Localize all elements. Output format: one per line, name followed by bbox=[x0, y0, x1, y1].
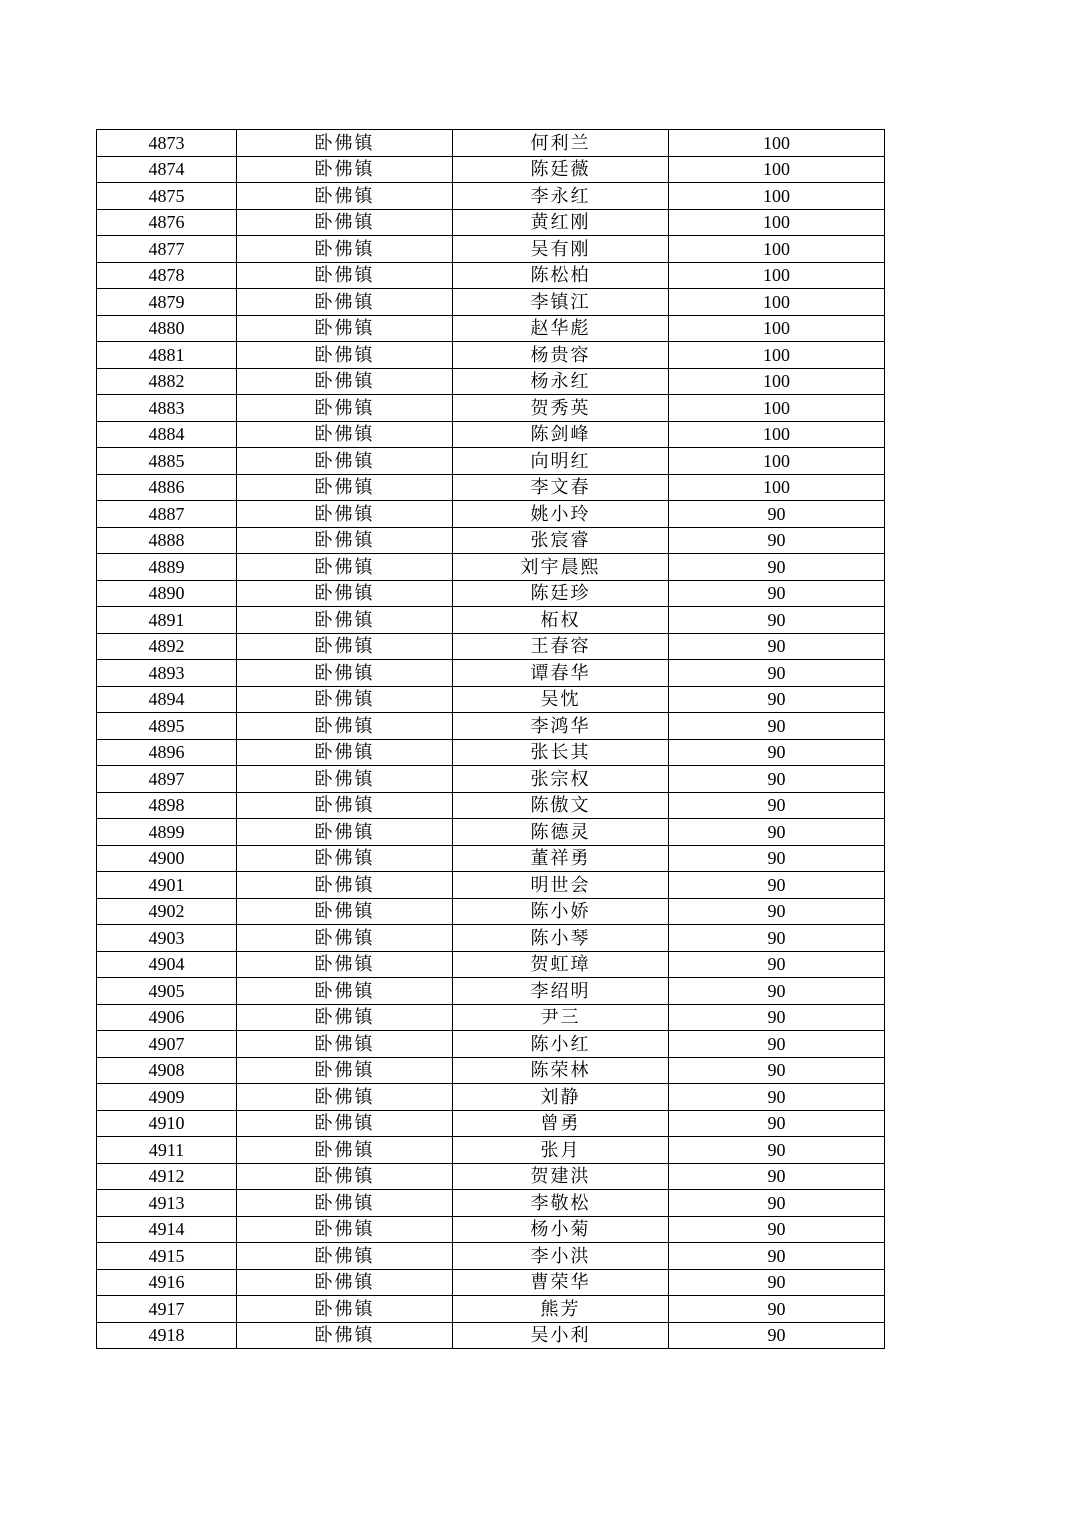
table-row bbox=[97, 925, 885, 952]
table-body bbox=[97, 130, 885, 1349]
amount-cell: 90 bbox=[669, 925, 885, 952]
table-row bbox=[97, 607, 885, 634]
table-row bbox=[97, 236, 885, 263]
name-cell: 曾勇 bbox=[453, 1110, 669, 1137]
table-row bbox=[97, 1163, 885, 1190]
amount-cell: 90 bbox=[669, 580, 885, 607]
town-cell: 卧佛镇 bbox=[237, 845, 453, 872]
name-cell: 明世会 bbox=[453, 872, 669, 899]
amount-cell: 90 bbox=[669, 660, 885, 687]
town-cell: 卧佛镇 bbox=[237, 607, 453, 634]
town-cell: 卧佛镇 bbox=[237, 1296, 453, 1323]
row-number-cell: 4892 bbox=[97, 633, 237, 660]
amount-cell: 90 bbox=[669, 554, 885, 581]
table-row bbox=[97, 342, 885, 369]
row-number-cell: 4915 bbox=[97, 1243, 237, 1270]
row-number-cell: 4910 bbox=[97, 1110, 237, 1137]
row-number-cell: 4888 bbox=[97, 527, 237, 554]
name-cell: 陈荣林 bbox=[453, 1057, 669, 1084]
row-number-cell: 4885 bbox=[97, 448, 237, 475]
town-cell: 卧佛镇 bbox=[237, 580, 453, 607]
row-number-cell: 4916 bbox=[97, 1269, 237, 1296]
table-row bbox=[97, 845, 885, 872]
name-cell: 刘宇晨熙 bbox=[453, 554, 669, 581]
row-number-cell: 4912 bbox=[97, 1163, 237, 1190]
row-number-cell: 4877 bbox=[97, 236, 237, 263]
amount-cell: 100 bbox=[669, 289, 885, 316]
table-row bbox=[97, 421, 885, 448]
table-row bbox=[97, 1084, 885, 1111]
name-cell: 张宗权 bbox=[453, 766, 669, 793]
row-number-cell: 4901 bbox=[97, 872, 237, 899]
row-number-cell: 4907 bbox=[97, 1031, 237, 1058]
name-cell: 姚小玲 bbox=[453, 501, 669, 528]
name-cell: 贺虹璋 bbox=[453, 951, 669, 978]
row-number-cell: 4875 bbox=[97, 183, 237, 210]
table-row bbox=[97, 368, 885, 395]
name-cell: 吴有刚 bbox=[453, 236, 669, 263]
row-number-cell: 4896 bbox=[97, 739, 237, 766]
row-number-cell: 4889 bbox=[97, 554, 237, 581]
name-cell: 李文春 bbox=[453, 474, 669, 501]
row-number-cell: 4918 bbox=[97, 1322, 237, 1349]
amount-cell: 100 bbox=[669, 262, 885, 289]
amount-cell: 90 bbox=[669, 713, 885, 740]
amount-cell: 90 bbox=[669, 951, 885, 978]
row-number-cell: 4913 bbox=[97, 1190, 237, 1217]
town-cell: 卧佛镇 bbox=[237, 474, 453, 501]
town-cell: 卧佛镇 bbox=[237, 395, 453, 422]
row-number-cell: 4886 bbox=[97, 474, 237, 501]
amount-cell: 90 bbox=[669, 1110, 885, 1137]
name-cell: 杨小菊 bbox=[453, 1216, 669, 1243]
name-cell: 贺建洪 bbox=[453, 1163, 669, 1190]
name-cell: 张月 bbox=[453, 1137, 669, 1164]
table-row bbox=[97, 951, 885, 978]
town-cell: 卧佛镇 bbox=[237, 686, 453, 713]
amount-cell: 90 bbox=[669, 501, 885, 528]
row-number-cell: 4884 bbox=[97, 421, 237, 448]
town-cell: 卧佛镇 bbox=[237, 1163, 453, 1190]
amount-cell: 100 bbox=[669, 315, 885, 342]
name-cell: 李绍明 bbox=[453, 978, 669, 1005]
amount-cell: 90 bbox=[669, 1216, 885, 1243]
amount-cell: 90 bbox=[669, 686, 885, 713]
town-cell: 卧佛镇 bbox=[237, 289, 453, 316]
table-row bbox=[97, 156, 885, 183]
table-row bbox=[97, 1296, 885, 1323]
table-row bbox=[97, 1322, 885, 1349]
table-row bbox=[97, 819, 885, 846]
table-row bbox=[97, 978, 885, 1005]
town-cell: 卧佛镇 bbox=[237, 739, 453, 766]
name-cell: 吴忱 bbox=[453, 686, 669, 713]
town-cell: 卧佛镇 bbox=[237, 1216, 453, 1243]
name-cell: 吴小利 bbox=[453, 1322, 669, 1349]
row-number-cell: 4909 bbox=[97, 1084, 237, 1111]
name-cell: 董祥勇 bbox=[453, 845, 669, 872]
town-cell: 卧佛镇 bbox=[237, 1190, 453, 1217]
amount-cell: 90 bbox=[669, 898, 885, 925]
name-cell: 张长其 bbox=[453, 739, 669, 766]
amount-cell: 90 bbox=[669, 739, 885, 766]
row-number-cell: 4878 bbox=[97, 262, 237, 289]
table-row bbox=[97, 1243, 885, 1270]
name-cell: 向明红 bbox=[453, 448, 669, 475]
town-cell: 卧佛镇 bbox=[237, 554, 453, 581]
town-cell: 卧佛镇 bbox=[237, 951, 453, 978]
name-cell: 何利兰 bbox=[453, 130, 669, 157]
table-row bbox=[97, 554, 885, 581]
town-cell: 卧佛镇 bbox=[237, 1031, 453, 1058]
row-number-cell: 4917 bbox=[97, 1296, 237, 1323]
row-number-cell: 4887 bbox=[97, 501, 237, 528]
town-cell: 卧佛镇 bbox=[237, 1322, 453, 1349]
name-cell: 陈剑峰 bbox=[453, 421, 669, 448]
table-row bbox=[97, 713, 885, 740]
table-row bbox=[97, 1269, 885, 1296]
row-number-cell: 4882 bbox=[97, 368, 237, 395]
name-cell: 陈傲文 bbox=[453, 792, 669, 819]
table-row bbox=[97, 474, 885, 501]
table-row bbox=[97, 130, 885, 157]
table-row bbox=[97, 395, 885, 422]
amount-cell: 100 bbox=[669, 342, 885, 369]
town-cell: 卧佛镇 bbox=[237, 1110, 453, 1137]
row-number-cell: 4903 bbox=[97, 925, 237, 952]
name-cell: 陈小红 bbox=[453, 1031, 669, 1058]
table-row bbox=[97, 1190, 885, 1217]
row-number-cell: 4879 bbox=[97, 289, 237, 316]
amount-cell: 90 bbox=[669, 1137, 885, 1164]
table-row bbox=[97, 1137, 885, 1164]
town-cell: 卧佛镇 bbox=[237, 527, 453, 554]
town-cell: 卧佛镇 bbox=[237, 978, 453, 1005]
table-row bbox=[97, 686, 885, 713]
name-cell: 李镇江 bbox=[453, 289, 669, 316]
amount-cell: 90 bbox=[669, 607, 885, 634]
town-cell: 卧佛镇 bbox=[237, 819, 453, 846]
table-row bbox=[97, 448, 885, 475]
name-cell: 陈小娇 bbox=[453, 898, 669, 925]
town-cell: 卧佛镇 bbox=[237, 501, 453, 528]
town-cell: 卧佛镇 bbox=[237, 792, 453, 819]
row-number-cell: 4883 bbox=[97, 395, 237, 422]
town-cell: 卧佛镇 bbox=[237, 1137, 453, 1164]
name-cell: 刘静 bbox=[453, 1084, 669, 1111]
table-row bbox=[97, 766, 885, 793]
row-number-cell: 4873 bbox=[97, 130, 237, 157]
town-cell: 卧佛镇 bbox=[237, 660, 453, 687]
name-cell: 谭春华 bbox=[453, 660, 669, 687]
table-row bbox=[97, 580, 885, 607]
town-cell: 卧佛镇 bbox=[237, 1004, 453, 1031]
town-cell: 卧佛镇 bbox=[237, 209, 453, 236]
row-number-cell: 4904 bbox=[97, 951, 237, 978]
name-cell: 张宸睿 bbox=[453, 527, 669, 554]
town-cell: 卧佛镇 bbox=[237, 315, 453, 342]
name-cell: 杨永红 bbox=[453, 368, 669, 395]
table-row bbox=[97, 872, 885, 899]
name-cell: 王春容 bbox=[453, 633, 669, 660]
amount-cell: 90 bbox=[669, 819, 885, 846]
amount-cell: 90 bbox=[669, 1296, 885, 1323]
amount-cell: 90 bbox=[669, 1243, 885, 1270]
name-cell: 黄红刚 bbox=[453, 209, 669, 236]
table-row bbox=[97, 1004, 885, 1031]
name-cell: 陈小琴 bbox=[453, 925, 669, 952]
table-row bbox=[97, 660, 885, 687]
name-cell: 李永红 bbox=[453, 183, 669, 210]
table-row bbox=[97, 1057, 885, 1084]
town-cell: 卧佛镇 bbox=[237, 1057, 453, 1084]
name-cell: 赵华彪 bbox=[453, 315, 669, 342]
name-cell: 陈廷薇 bbox=[453, 156, 669, 183]
row-number-cell: 4890 bbox=[97, 580, 237, 607]
town-cell: 卧佛镇 bbox=[237, 262, 453, 289]
name-cell: 杨贵容 bbox=[453, 342, 669, 369]
row-number-cell: 4891 bbox=[97, 607, 237, 634]
name-cell: 曹荣华 bbox=[453, 1269, 669, 1296]
table-row bbox=[97, 289, 885, 316]
amount-cell: 100 bbox=[669, 156, 885, 183]
amount-cell: 90 bbox=[669, 1269, 885, 1296]
name-cell: 李小洪 bbox=[453, 1243, 669, 1270]
table-row bbox=[97, 527, 885, 554]
table-row bbox=[97, 1031, 885, 1058]
name-cell: 柘权 bbox=[453, 607, 669, 634]
amount-cell: 100 bbox=[669, 236, 885, 263]
name-cell: 李鸿华 bbox=[453, 713, 669, 740]
amount-cell: 90 bbox=[669, 527, 885, 554]
town-cell: 卧佛镇 bbox=[237, 342, 453, 369]
town-cell: 卧佛镇 bbox=[237, 448, 453, 475]
amount-cell: 90 bbox=[669, 1190, 885, 1217]
town-cell: 卧佛镇 bbox=[237, 421, 453, 448]
town-cell: 卧佛镇 bbox=[237, 766, 453, 793]
amount-cell: 90 bbox=[669, 978, 885, 1005]
town-cell: 卧佛镇 bbox=[237, 898, 453, 925]
table-row bbox=[97, 501, 885, 528]
name-cell: 陈松柏 bbox=[453, 262, 669, 289]
name-cell: 熊芳 bbox=[453, 1296, 669, 1323]
amount-cell: 90 bbox=[669, 1322, 885, 1349]
town-cell: 卧佛镇 bbox=[237, 633, 453, 660]
amount-cell: 100 bbox=[669, 130, 885, 157]
town-cell: 卧佛镇 bbox=[237, 1084, 453, 1111]
amount-cell: 90 bbox=[669, 792, 885, 819]
data-table bbox=[96, 129, 885, 1349]
town-cell: 卧佛镇 bbox=[237, 713, 453, 740]
amount-cell: 100 bbox=[669, 421, 885, 448]
amount-cell: 90 bbox=[669, 1031, 885, 1058]
row-number-cell: 4897 bbox=[97, 766, 237, 793]
town-cell: 卧佛镇 bbox=[237, 368, 453, 395]
row-number-cell: 4908 bbox=[97, 1057, 237, 1084]
amount-cell: 100 bbox=[669, 474, 885, 501]
town-cell: 卧佛镇 bbox=[237, 156, 453, 183]
town-cell: 卧佛镇 bbox=[237, 236, 453, 263]
table-row bbox=[97, 209, 885, 236]
amount-cell: 100 bbox=[669, 395, 885, 422]
row-number-cell: 4911 bbox=[97, 1137, 237, 1164]
amount-cell: 90 bbox=[669, 633, 885, 660]
table-row bbox=[97, 262, 885, 289]
amount-cell: 100 bbox=[669, 209, 885, 236]
town-cell: 卧佛镇 bbox=[237, 1269, 453, 1296]
table-row bbox=[97, 183, 885, 210]
table-row bbox=[97, 898, 885, 925]
row-number-cell: 4881 bbox=[97, 342, 237, 369]
row-number-cell: 4874 bbox=[97, 156, 237, 183]
table-row bbox=[97, 1216, 885, 1243]
town-cell: 卧佛镇 bbox=[237, 925, 453, 952]
table-row bbox=[97, 792, 885, 819]
table-row bbox=[97, 315, 885, 342]
amount-cell: 90 bbox=[669, 845, 885, 872]
row-number-cell: 4893 bbox=[97, 660, 237, 687]
amount-cell: 90 bbox=[669, 1057, 885, 1084]
row-number-cell: 4880 bbox=[97, 315, 237, 342]
amount-cell: 90 bbox=[669, 766, 885, 793]
name-cell: 陈廷珍 bbox=[453, 580, 669, 607]
row-number-cell: 4895 bbox=[97, 713, 237, 740]
name-cell: 尹三 bbox=[453, 1004, 669, 1031]
town-cell: 卧佛镇 bbox=[237, 183, 453, 210]
amount-cell: 90 bbox=[669, 1163, 885, 1190]
amount-cell: 90 bbox=[669, 1084, 885, 1111]
row-number-cell: 4905 bbox=[97, 978, 237, 1005]
row-number-cell: 4894 bbox=[97, 686, 237, 713]
amount-cell: 90 bbox=[669, 872, 885, 899]
table-row bbox=[97, 739, 885, 766]
row-number-cell: 4906 bbox=[97, 1004, 237, 1031]
amount-cell: 100 bbox=[669, 183, 885, 210]
name-cell: 贺秀英 bbox=[453, 395, 669, 422]
amount-cell: 100 bbox=[669, 448, 885, 475]
row-number-cell: 4902 bbox=[97, 898, 237, 925]
amount-cell: 90 bbox=[669, 1004, 885, 1031]
name-cell: 李敬松 bbox=[453, 1190, 669, 1217]
town-cell: 卧佛镇 bbox=[237, 872, 453, 899]
amount-cell: 100 bbox=[669, 368, 885, 395]
table-row bbox=[97, 1110, 885, 1137]
town-cell: 卧佛镇 bbox=[237, 1243, 453, 1270]
name-cell: 陈德灵 bbox=[453, 819, 669, 846]
town-cell: 卧佛镇 bbox=[237, 130, 453, 157]
row-number-cell: 4900 bbox=[97, 845, 237, 872]
row-number-cell: 4899 bbox=[97, 819, 237, 846]
row-number-cell: 4898 bbox=[97, 792, 237, 819]
table-row bbox=[97, 633, 885, 660]
row-number-cell: 4876 bbox=[97, 209, 237, 236]
row-number-cell: 4914 bbox=[97, 1216, 237, 1243]
